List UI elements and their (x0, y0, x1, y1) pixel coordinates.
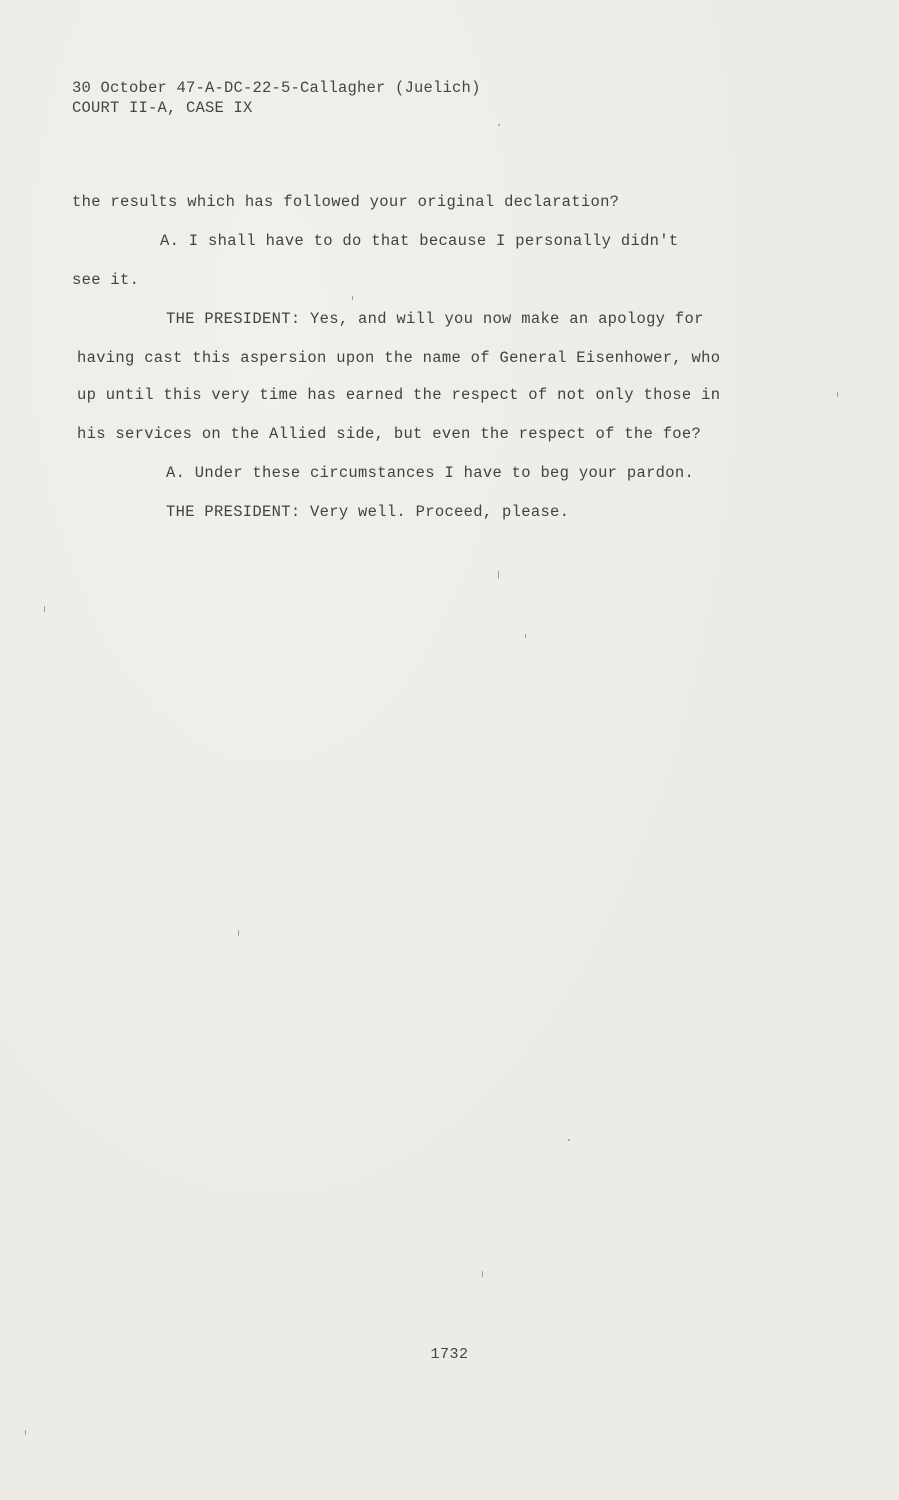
page-number: 1732 (430, 1346, 469, 1363)
transcript-line: A. Under these circumstances I have to beg your pardon. (166, 464, 695, 482)
transcript-line: having cast this aspersion upon the name of General Eisenhower, who (77, 349, 721, 367)
transcript-line: see it. (72, 271, 140, 289)
transcript-line: THE PRESIDENT: Very well. Proceed, please. (166, 503, 570, 521)
paper-speck (498, 124, 500, 126)
paper-speck (25, 1430, 26, 1435)
transcript-line: THE PRESIDENT: Yes, and will you now make an apology for (166, 310, 704, 328)
paper-speck (498, 571, 499, 579)
paper-speck (482, 1271, 483, 1277)
transcript-line: A. I shall have to do that because I personally didn't (160, 232, 679, 250)
document-header (72, 78, 481, 118)
paper-speck (525, 634, 526, 638)
paper-speck (352, 296, 353, 300)
paper-speck (568, 1139, 570, 1141)
transcript-line: up until this very time has earned the respect of not only those in (77, 386, 721, 404)
header-session-line: 30 October 47-A-DC-22-5-Callagher (Juelich) (72, 79, 481, 97)
header-court-line: COURT II-A, CASE IX (72, 99, 253, 117)
paper-speck (238, 930, 239, 936)
transcript-line: the results which has followed your original declaration? (72, 193, 620, 211)
paper-speck (837, 392, 838, 397)
paper-speck (44, 606, 45, 612)
transcript-line: his services on the Allied side, but even the respect of the foe? (77, 425, 702, 443)
